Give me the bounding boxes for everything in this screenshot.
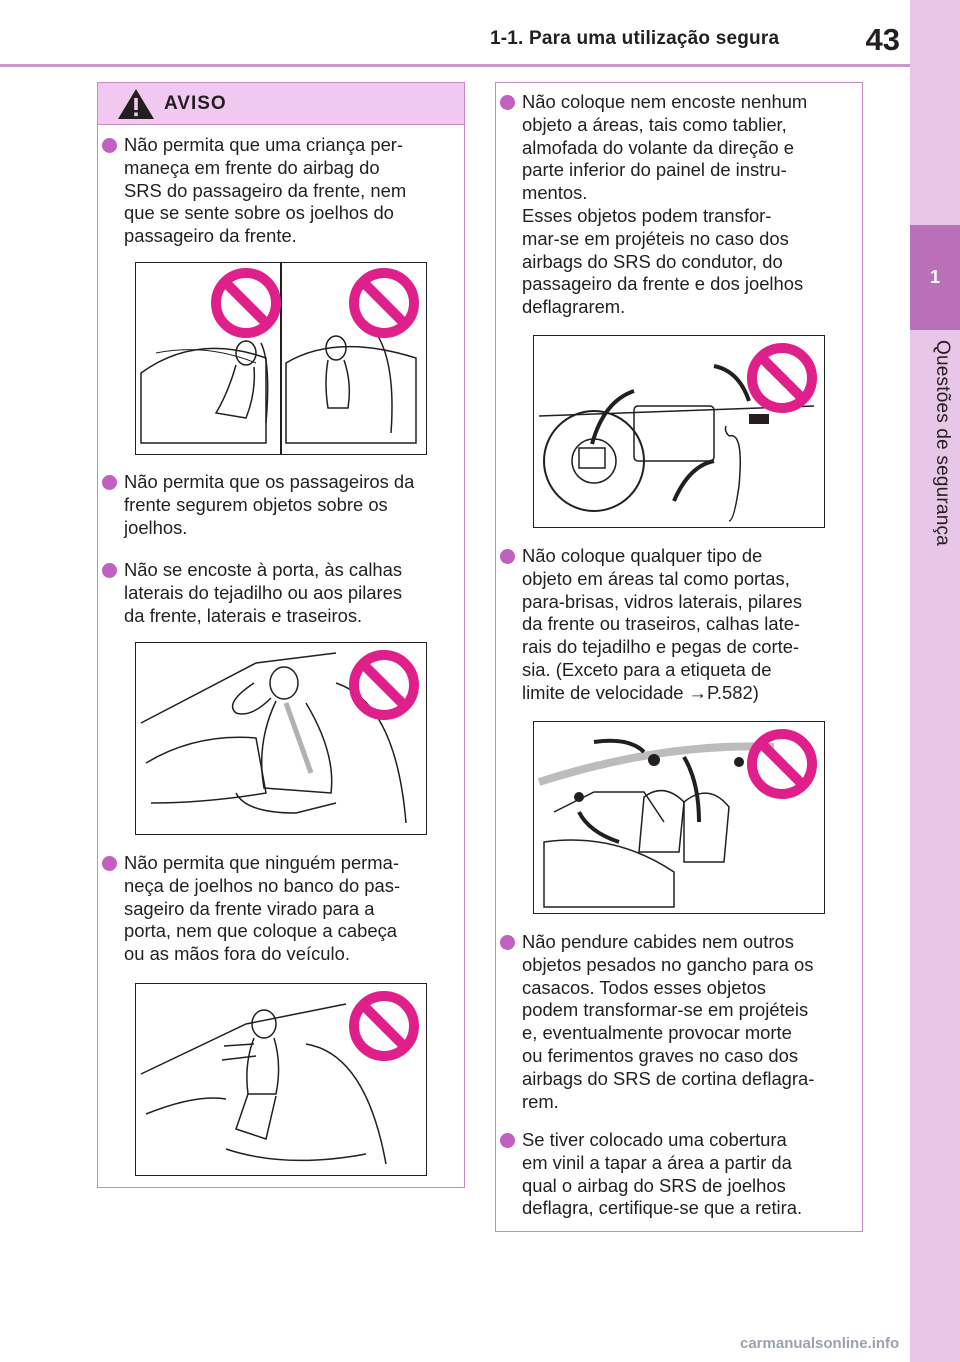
bullet-icon <box>102 475 117 490</box>
item-text: Não permita que ninguém perma- neça de joelhos no banco do pas- sageiro da frente virado para a porta, nem que coloque a cabeça ou as mãos fora do veículo. <box>124 852 401 965</box>
list-item <box>498 931 860 1113</box>
bullet-icon <box>102 563 117 578</box>
list-item <box>498 91 860 319</box>
chapter-number-tab[interactable]: 1 <box>910 225 960 330</box>
section-title: 1-1. Para uma utilização segura <box>490 28 780 49</box>
list-item <box>100 471 462 539</box>
header-divider <box>0 64 910 67</box>
item-text: Não se encoste à porta, às calhas laterais do tejadilho ou aos pilares da frente, laterais e traseiros. <box>124 559 403 626</box>
warning-box-continued <box>495 82 863 1232</box>
item-text: Se tiver colocado uma cobertura em vinil a tapar a área a partir da qual o airbag do SRS de joelhos deflagra, certifique-se que a retira. <box>522 1129 803 1219</box>
item-text: Não pendure cabides nem outros objetos pesados no gancho para os casacos. Todos esses objetos podem transformar-se em projéteis e, eventualmente provocar morte ou ferimentos graves no caso dos airbags do SRS de cortina deflagra- rem. <box>522 931 815 1112</box>
prohibition-icon <box>752 734 812 794</box>
list-item <box>498 1129 860 1220</box>
item-text: Não permita que uma criança per- maneça em frente do airbag do SRS do passageiro da frente, nem que se sente sobre os joelhos do passageiro da frente. <box>124 134 407 247</box>
figure-child-front-seat <box>135 262 427 455</box>
list-item <box>100 559 462 627</box>
watermark[interactable]: carmanualsonline.info <box>740 1335 900 1352</box>
warning-triangle-icon <box>116 87 156 121</box>
chapter-title: Questões de segurança <box>932 340 953 546</box>
list-item <box>498 545 860 705</box>
list-item <box>100 134 462 248</box>
item-text: Não coloque qualquer tipo de objeto em áreas tal como portas, para-brisas, vidros laterais, pilares da frente ou traseiros, calhas late- rais do tejadilho e pegas de corte- sia. (Exceto para a etiqueta de limite de velocidade →P.582) <box>522 545 803 703</box>
bullet-icon <box>500 935 515 950</box>
figure-cabin-objects <box>533 721 825 914</box>
list-item <box>100 852 462 966</box>
bullet-icon <box>500 1133 515 1148</box>
prohibition-icon <box>354 655 414 715</box>
warning-label: AVISO <box>164 92 227 114</box>
bullet-icon <box>102 138 117 153</box>
prohibition-icon <box>752 348 812 408</box>
bullet-icon <box>102 856 117 871</box>
bullet-icon <box>500 95 515 110</box>
prohibition-icon <box>216 273 276 333</box>
figure-dashboard-objects <box>533 335 825 528</box>
warning-header <box>98 83 464 125</box>
item-text: Não permita que os passageiros da frente segurem objetos sobre os joelhos. <box>124 471 415 538</box>
prohibition-icon <box>354 273 414 333</box>
bullet-icon <box>500 549 515 564</box>
figure-kneeling-seat <box>135 983 427 1176</box>
page-number: 43 <box>865 22 900 57</box>
item-text: Não coloque nem encoste nenhum objeto a áreas, tais como tablier, almofada do volante da direção e parte inferior do painel de instru- mentos. Esses objetos podem transfor- mar-se em projéteis no caso dos airbags do SRS do condutor, do passageiro da frente e dos joelhos deflagrarem. <box>522 91 808 318</box>
chapter-side-tab <box>910 0 960 1362</box>
prohibition-icon <box>354 996 414 1056</box>
figure-leaning-door <box>135 642 427 835</box>
